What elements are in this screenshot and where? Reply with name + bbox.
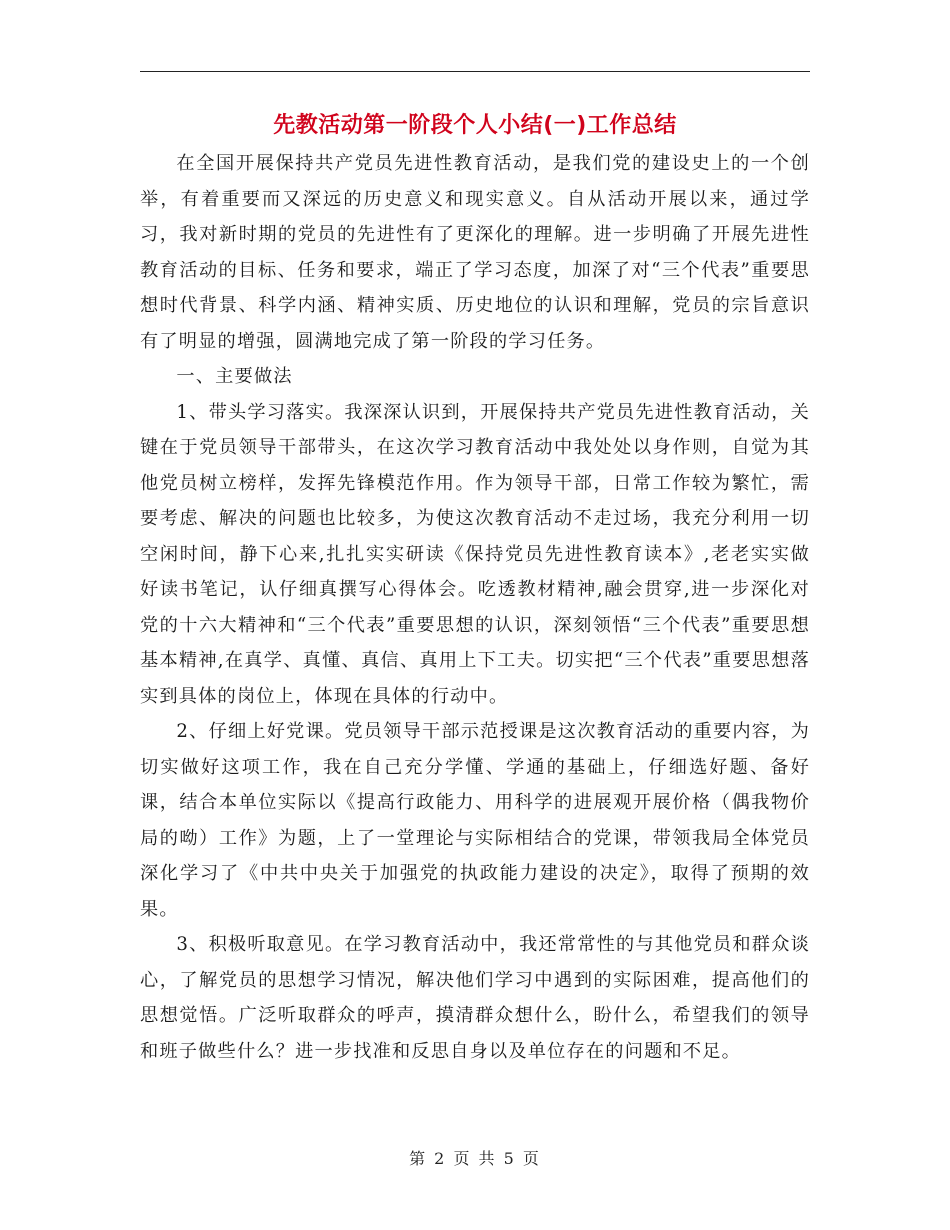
- paragraph-intro: 在全国开展保持共产党员先进性教育活动，是我们党的建设史上的一个创举，有着重要而又深远的历史意义和现实意义。自从活动开展以来，通过学习，我对新时期的党员的先进性有了更深化的理解。进一步明确了开展先进性教育活动的目标、任务和要求，端正了学习态度，加深了对“三个代表”重要思想时代背景、科学内涵、精神实质、历史地位的认识和理解，党员的宗旨意识有了明显的增强，圆满地完成了第一阶段的学习任务。: [140, 153, 810, 352]
- paragraph-item-2: 2、仔细上好党课。党员领导干部示范授课是这次教育活动的重要内容，为切实做好这项工作，我在自己充分学懂、学通的基础上，仔细选好题、备好课，结合本单位实际以《提高行政能力、用科学的进展观开展价格（偶我物价局的呦）工作》为题，上了一堂理论与实际相结合的党课，带领我局全体党员深化学习了《中共中央关于加强党的执政能力建设的决定》，取得了预期的效果。: [140, 721, 810, 920]
- paragraph-item-3: 3、积极听取意见。在学习教育活动中，我还常常性的与其他党员和群众谈心，了解党员的思想学习情况，解决他们学习中遇到的实际困难，提高他们的思想觉悟。广泛听取群众的呼声，摸清群众想什么，盼什么，希望我们的领导和班子做些什么？进一步找准和反思自身以及单位存在的问题和不足。: [140, 934, 810, 1062]
- header-rule: [140, 71, 810, 72]
- section-heading-main-practices: 一、主要做法: [176, 366, 293, 387]
- paragraph-item-1: 1、带头学习落实。我深深认识到，开展保持共产党员先进性教育活动，关键在于党员领导干部带头，在这次学习教育活动中我处处以身作则，自觉为其他党员树立榜样，发挥先锋模范作用。作为领导干部，日常工作较为繁忙，需要考虑、解决的问题也比较多，为使这次教育活动不走过场，我充分利用一切空闲时间，静下心来,扎扎实实研读《保持党员先进性教育读本》,老老实实做好读书笔记，认仔细真撰写心得体会。吃透教材精神,融会贯穿,进一步深化对党的十六大精神和“三个代表”重要思想的认识，深刻领悟“三个代表”重要思想基本精神,在真学、真懂、真信、真用上下工夫。切实把“三个代表”重要思想落实到具体的岗位上，体现在具体的行动中。: [140, 401, 811, 707]
- document-title: 先教活动第一阶段个人小结(一)工作总结: [273, 113, 677, 138]
- page-number-footer: 第 2 页 共 5 页: [409, 1149, 541, 1168]
- document-body: [140, 146, 810, 1069]
